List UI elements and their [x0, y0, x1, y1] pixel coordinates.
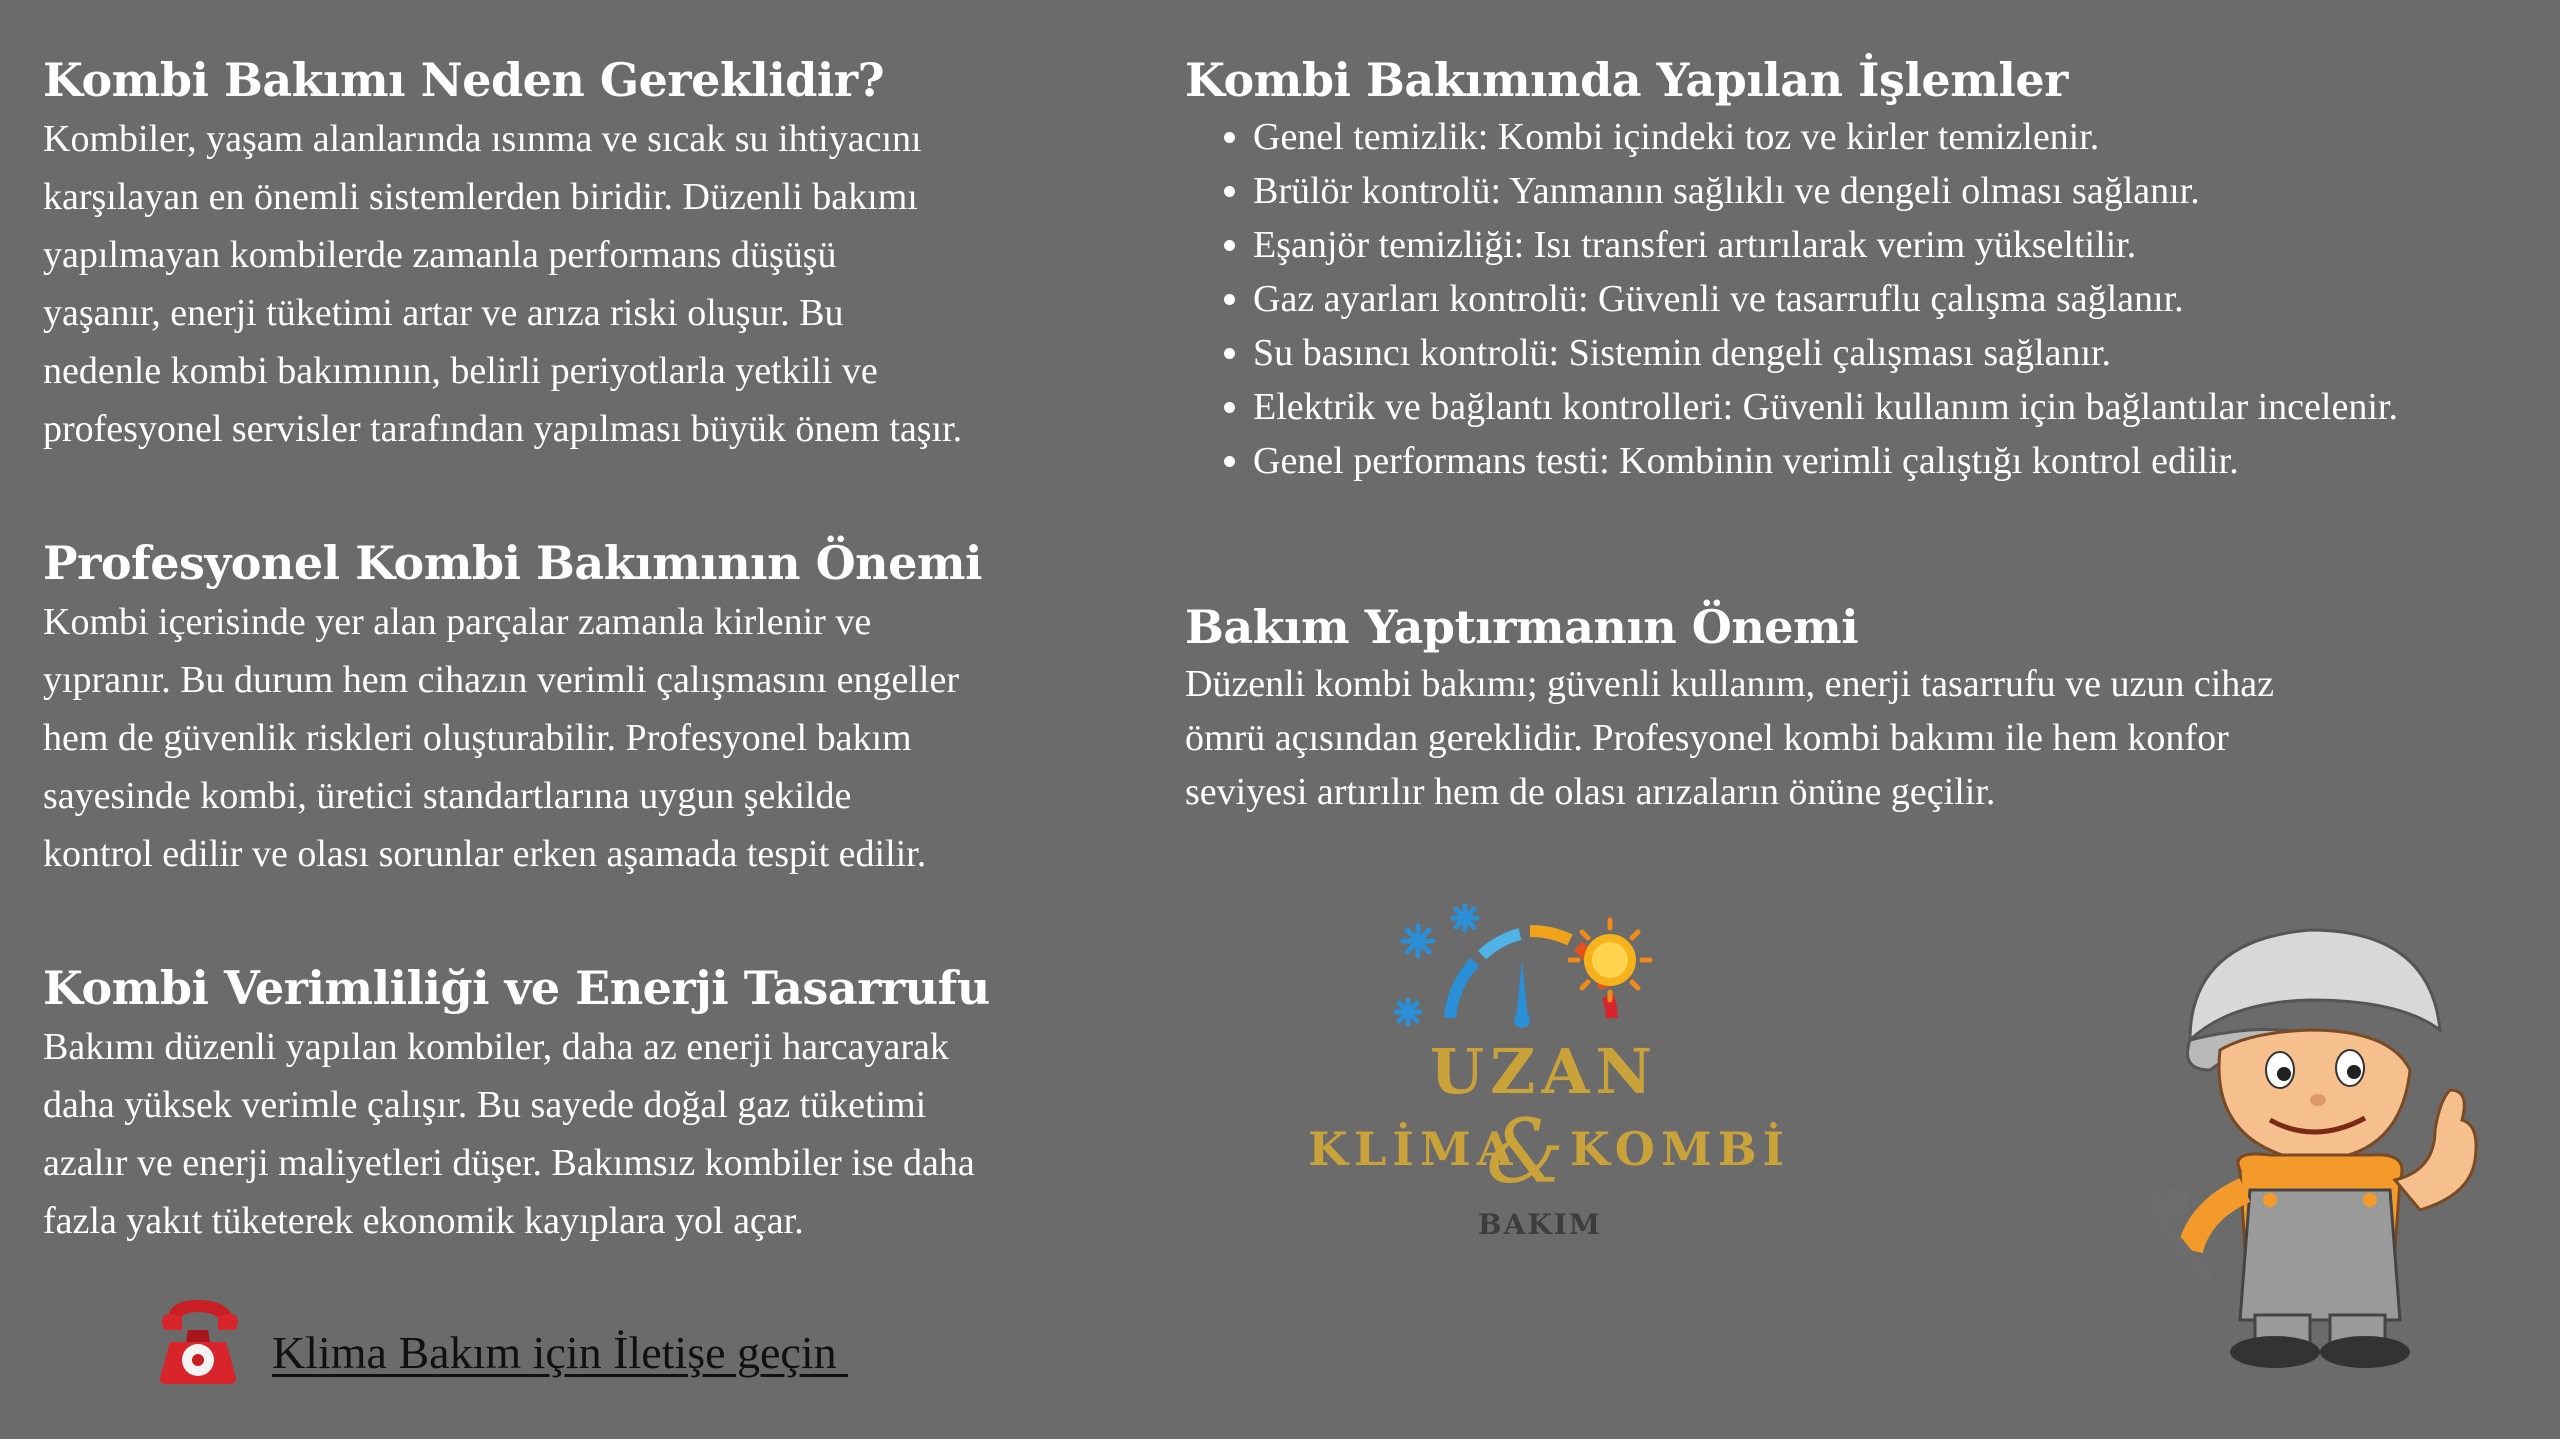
list-item: • Elektrik ve bağlantı kontrolleri: Güvenli kullanım için bağlantılar incelenir. [1253, 380, 2515, 434]
section-title: Profesyonel Kombi Bakımının Önemi [43, 536, 983, 590]
section-efficiency [43, 958, 1153, 1250]
brand-logo [1290, 900, 1791, 1260]
section-operations [1185, 50, 2515, 488]
contact-row [148, 1290, 948, 1390]
section-title: Kombi Bakımında Yapılan İşlemler [1185, 53, 2068, 107]
section-body [43, 1018, 1153, 1250]
contact-link[interactable]: Klima Bakım için İletişe geçin [272, 1327, 849, 1378]
body-line: hem de güvenlik riskleri oluşturabilir. Profesyonel bakım [43, 717, 912, 759]
list-item: • Brülör kontrolü: Yanmanın sağlıklı ve dengeli olması sağlanır. [1253, 164, 2515, 218]
section-body [1185, 657, 2515, 819]
body-line: sayesinde kombi, üretici standartlarına uygun şekilde [43, 775, 852, 817]
section-title: Kombi Verimliliği ve Enerji Tasarrufu [43, 961, 990, 1015]
logo-word-kombi: KOMBİ [1570, 1122, 1791, 1176]
body-line: Düzenli kombi bakımı; güvenli kullanım, enerji tasarrufu ve uzun cihaz [1185, 663, 2275, 705]
body-line: nedenle kombi bakımının, belirli periyotlarla yetkili ve [43, 350, 878, 392]
gauge-sun-snowflake-icon [1290, 900, 1770, 1040]
section-why-maintenance [43, 50, 1153, 458]
logo-word-bakim: BAKIM [1478, 1208, 1602, 1241]
section-title: Bakım Yaptırmanın Önemi [1185, 600, 1859, 654]
body-line: karşılayan en önemli sistemlerden biridir. Düzenli bakımı [43, 176, 918, 218]
operations-list [1185, 110, 2515, 488]
list-item: • Eşanjör temizliği: Isı transferi artırılarak verim yükseltilir. [1253, 218, 2515, 272]
logo-word-klima: KLİMA [1308, 1122, 1519, 1176]
section-body [43, 110, 1153, 458]
section-body [43, 593, 1153, 883]
snowflake-icon [1403, 926, 1433, 956]
body-line: yıpranır. Bu durum hem cihazın verimli çalışmasını engeller [43, 659, 959, 701]
body-line: kontrol edilir ve olası sorunlar erken aşamada tespit edilir. [43, 833, 927, 875]
worker-mascot-icon [2150, 920, 2480, 1370]
body-line: fazla yakıt tüketerek ekonomik kayıplara yol açar. [43, 1200, 804, 1242]
body-line: Kombiler, yaşam alanlarında ısınma ve sıcak su ihtiyacını [43, 118, 922, 160]
body-line: ömrü açısından gereklidir. Profesyonel kombi bakımı ile hem konfor [1185, 717, 2229, 759]
list-item: • Gaz ayarları kontrolü: Güvenli ve tasarruflu çalışma sağlanır. [1253, 272, 2515, 326]
body-line: Bakımı düzenli yapılan kombiler, daha az enerji harcayarak [43, 1026, 949, 1068]
section-importance [1185, 597, 2515, 819]
body-line: yaşanır, enerji tüketimi artar ve arıza riski oluşur. Bu [43, 292, 844, 334]
body-line: seviyesi artırılır hem de olası arızaların önüne geçilir. [1185, 771, 1996, 813]
logo-ampersand: & [1486, 1100, 1565, 1203]
list-item: • Genel temizlik: Kombi içindeki toz ve kirler temizlenir. [1253, 110, 2515, 164]
list-item: • Genel performans testi: Kombinin verimli çalıştığı kontrol edilir. [1253, 434, 2515, 488]
body-line: profesyonel servisler tarafından yapılması büyük önem taşır. [43, 408, 963, 450]
body-line: azalır ve enerji maliyetleri düşer. Bakımsız kombiler ise daha [43, 1142, 975, 1184]
telephone-icon[interactable] [148, 1290, 248, 1390]
sun-icon [1570, 920, 1650, 1000]
section-professional [43, 533, 1153, 883]
logo-word-uzan: UZAN [1430, 1035, 1659, 1108]
list-item: • Su basıncı kontrolü: Sistemin dengeli çalışması sağlanır. [1253, 326, 2515, 380]
body-line: yapılmayan kombilerde zamanla performans düşüşü [43, 234, 837, 276]
body-line: Kombi içerisinde yer alan parçalar zamanla kirlenir ve [43, 601, 872, 643]
body-line: daha yüksek verimle çalışır. Bu sayede doğal gaz tüketimi [43, 1084, 927, 1126]
section-title: Kombi Bakımı Neden Gereklidir? [43, 53, 885, 107]
